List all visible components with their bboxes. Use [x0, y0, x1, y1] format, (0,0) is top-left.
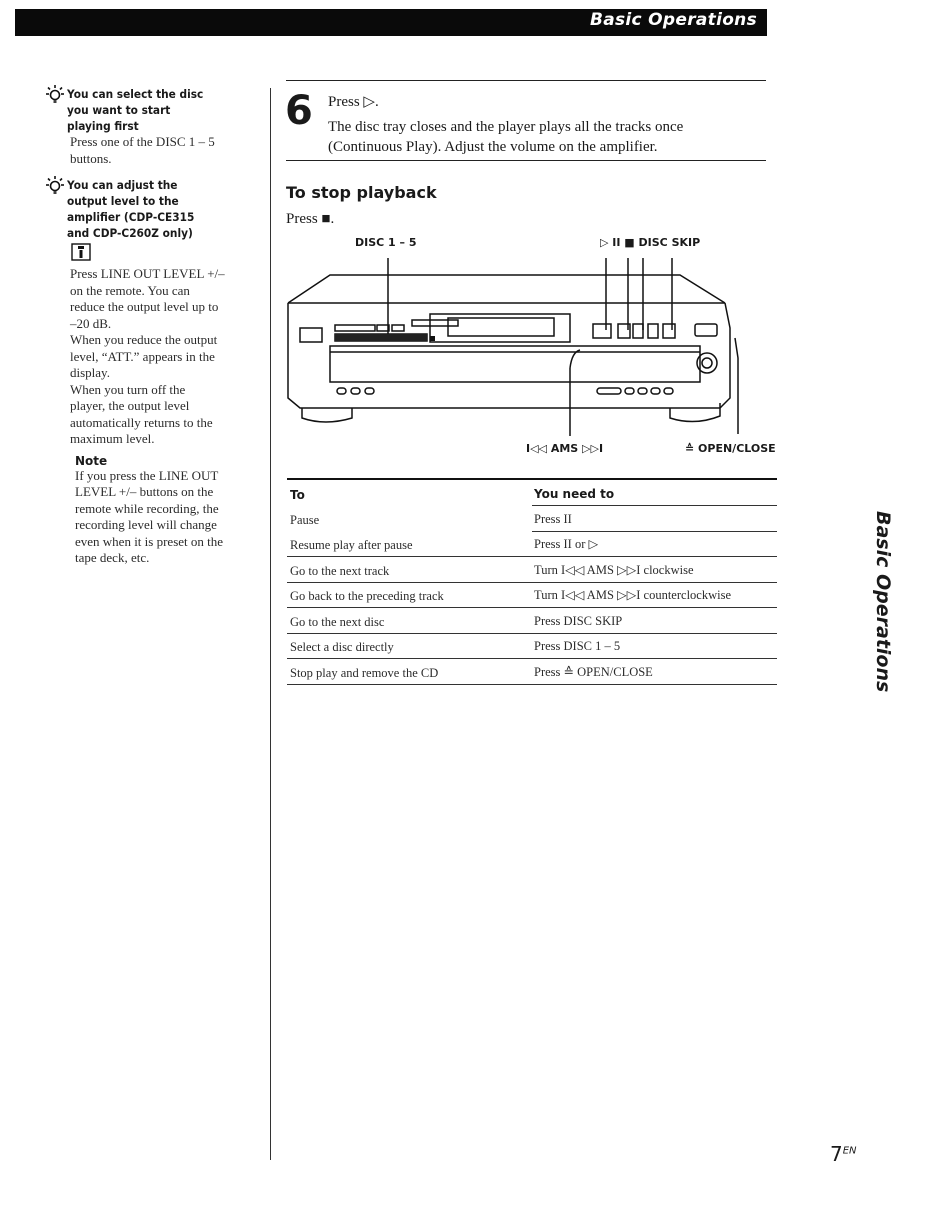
cell-action: Select a disc directly [290, 640, 394, 654]
note-line: LEVEL +/– buttons on the [75, 484, 214, 499]
table-row [287, 506, 777, 532]
tip-title: You can adjust the output level to the amplifier (CDP-CE315 and CDP-C260Z only) [67, 178, 195, 240]
tip-line: –20 dB. [70, 315, 112, 331]
cell-instruction: Press ≙ OPEN/CLOSE [534, 664, 653, 679]
table-row [287, 659, 777, 685]
tip-select-disc [45, 86, 245, 167]
header-you-need-to: You need to [534, 487, 615, 501]
header-title: Basic Operations [589, 10, 757, 30]
page-number-value: 7 [830, 1142, 843, 1166]
tip-line: display. [70, 365, 110, 380]
section-instruction: Press ■. [286, 211, 335, 227]
tip-line: level, “ATT.” appears in the [70, 348, 215, 364]
tip-line: Press LINE OUT LEVEL +/– [70, 266, 225, 281]
tip-body [70, 266, 245, 448]
section-title: To stop playback [286, 183, 437, 202]
step-number: 6 [285, 88, 313, 134]
cell-action: Go to the next track [290, 563, 390, 578]
tip-title: You can select the disc you want to start playing first [67, 87, 204, 133]
callout-open-close: ≙ OPEN/CLOSE [685, 442, 776, 455]
page-number [830, 1142, 857, 1166]
table-row [287, 608, 777, 634]
step-top-rule [286, 80, 766, 81]
callout-disc: DISC 1 – 5 [355, 236, 417, 249]
table-row [287, 634, 777, 660]
cell-instruction: Press DISC SKIP [534, 613, 623, 628]
tip-bulb-icon [45, 84, 67, 111]
step-instruction: Press ▷. [328, 94, 379, 110]
tip-line: maximum level. [70, 431, 155, 446]
callout-play-group: ▷ II ■ DISC SKIP [600, 236, 701, 249]
note-line: recording level will change [75, 517, 217, 532]
step-description: The disc tray closes and the player plays all the tracks once (Continuous Play). Adjust the volume on the amplifier. [328, 119, 684, 155]
cell-instruction: Press II or ▷ [534, 537, 599, 551]
cell-action: Go to the next disc [290, 614, 385, 629]
note-line: even when it is preset on the [75, 533, 224, 549]
table-row [287, 532, 777, 558]
cell-action: Pause [290, 512, 320, 527]
column-divider [270, 88, 271, 1160]
cell-instruction: Turn I◁◁ AMS ▷▷I counterclockwise [534, 588, 732, 602]
cell-action: Stop play and remove the CD [290, 665, 439, 680]
tip-line: on the remote. You can [70, 282, 190, 298]
table-row [287, 557, 777, 583]
row-rule [287, 684, 777, 685]
table-row [287, 583, 777, 609]
cell-action: Resume play after pause [290, 538, 413, 552]
cd-player-diagram [280, 248, 750, 438]
cell-action: Go back to the preceding track [290, 589, 444, 603]
table-header [287, 480, 777, 506]
tip-line: automatically returns to the [70, 414, 213, 430]
operations-table [287, 478, 777, 685]
tip-line: When you reduce the output [70, 332, 218, 347]
cell-instruction: Turn I◁◁ AMS ▷▷I clockwise [534, 562, 694, 577]
side-tab-label: Basic Operations [872, 511, 894, 693]
step-bottom-rule [286, 160, 766, 161]
cell-instruction: Press DISC 1 – 5 [534, 639, 621, 653]
tip-body [70, 134, 245, 167]
tip-line: Press one of the DISC 1 – 5 [70, 134, 215, 149]
remote-icon [71, 243, 245, 266]
note-line: remote while recording, the [75, 500, 219, 516]
note-title: Note [75, 453, 108, 468]
note-line: If you press the LINE OUT [75, 467, 219, 483]
note-line: tape deck, etc. [75, 550, 150, 565]
tip-line: When you turn off the [70, 381, 186, 397]
tip-line: player, the output level [70, 398, 190, 413]
header-to: To [290, 488, 305, 502]
page-number-suffix: EN [842, 1145, 857, 1157]
callout-ams: I◁◁ AMS ▷▷I [526, 442, 604, 455]
header-bar [15, 9, 767, 36]
note-body [75, 468, 245, 567]
tip-line: buttons. [70, 150, 112, 166]
tip-line: reduce the output level up to [70, 299, 219, 314]
cell-instruction: Press II [534, 511, 572, 526]
tip-output-level [45, 177, 245, 567]
tip-bulb-icon [45, 175, 67, 202]
